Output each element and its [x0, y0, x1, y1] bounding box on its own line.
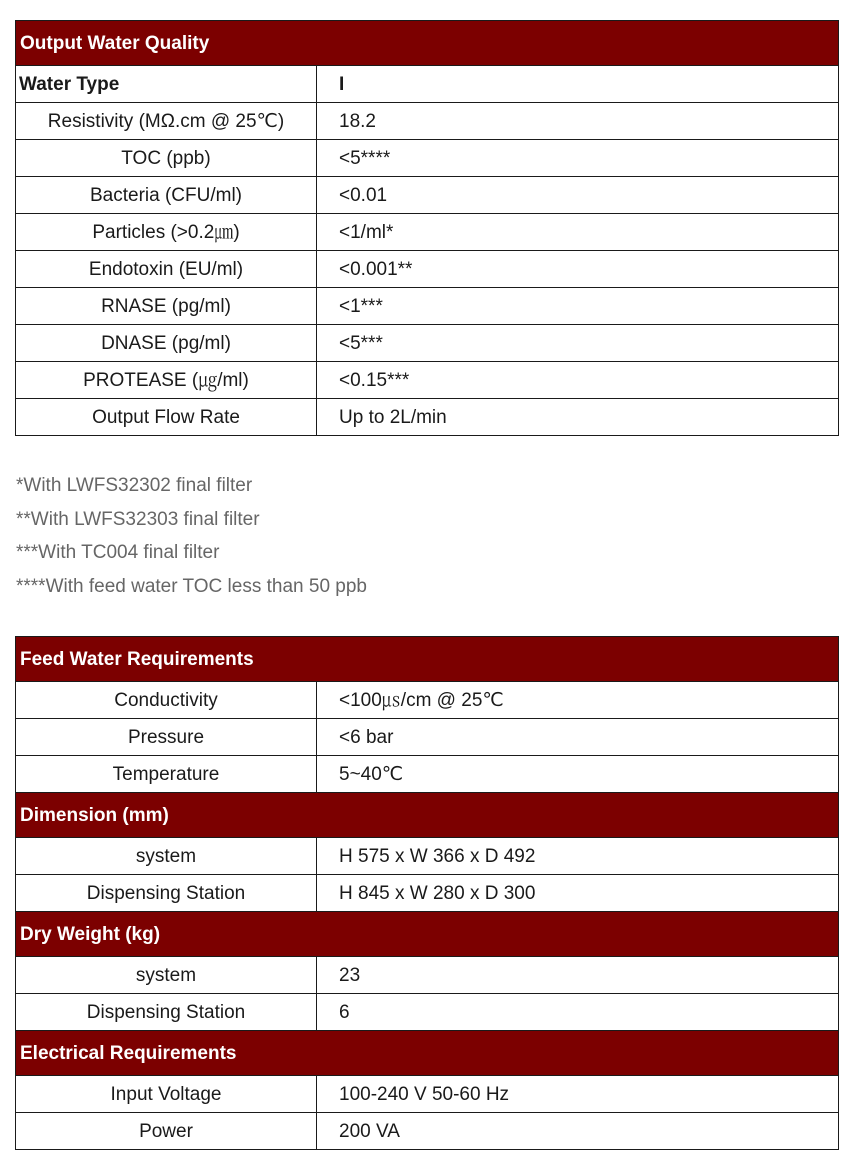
weight-system-label: system	[16, 957, 317, 994]
table-row	[16, 719, 839, 756]
endotoxin-value: <0.001**	[317, 251, 839, 288]
requirements-table	[15, 636, 839, 1150]
dimension-system-value: H 575 x W 366 x D 492	[317, 838, 839, 875]
footnote: ***With TC004 final filter	[16, 542, 220, 563]
protease-label: PROTEASE (㎍/ml)	[16, 362, 317, 399]
table-row	[16, 1113, 839, 1150]
section-title-dimension: Dimension (mm)	[16, 793, 839, 838]
table-row	[16, 288, 839, 325]
water-type-label: Water Type	[16, 66, 317, 103]
dimension-system-label: system	[16, 838, 317, 875]
table-row	[16, 875, 839, 912]
rnase-label: RNASE (pg/ml)	[16, 288, 317, 325]
voltage-label: Input Voltage	[16, 1076, 317, 1113]
power-label: Power	[16, 1113, 317, 1150]
weight-system-value: 23	[317, 957, 839, 994]
table-row	[16, 177, 839, 214]
resistivity-value: 18.2	[317, 103, 839, 140]
water-type-value: I	[317, 66, 839, 103]
particles-value: <1/ml*	[317, 214, 839, 251]
power-value: 200 VA	[317, 1113, 839, 1150]
section-title-electrical: Electrical Requirements	[16, 1031, 839, 1076]
table-row	[16, 682, 839, 719]
conductivity-value: <100㎲/cm @ 25℃	[317, 682, 839, 719]
section-title-dry-weight: Dry Weight (kg)	[16, 912, 839, 957]
weight-station-value: 6	[317, 994, 839, 1031]
weight-station-label: Dispensing Station	[16, 994, 317, 1031]
conductivity-label: Conductivity	[16, 682, 317, 719]
flow-rate-label: Output Flow Rate	[16, 399, 317, 436]
protease-value: <0.15***	[317, 362, 839, 399]
bacteria-label: Bacteria (CFU/ml)	[16, 177, 317, 214]
voltage-value: 100-240 V 50-60 Hz	[317, 1076, 839, 1113]
flow-rate-value: Up to 2L/min	[317, 399, 839, 436]
resistivity-label: Resistivity (MΩ.cm @ 25℃)	[16, 103, 317, 140]
dnase-value: <5***	[317, 325, 839, 362]
section-title-output-water-quality: Output Water Quality	[16, 21, 839, 66]
table-row	[16, 362, 839, 399]
dnase-label: DNASE (pg/ml)	[16, 325, 317, 362]
pressure-label: Pressure	[16, 719, 317, 756]
footnote: ****With feed water TOC less than 50 ppb	[16, 575, 367, 597]
table-row	[16, 756, 839, 793]
table-row	[16, 838, 839, 875]
temperature-label: Temperature	[16, 756, 317, 793]
table-row	[16, 957, 839, 994]
footnote: **With LWFS32303 final filter	[16, 508, 260, 530]
rnase-value: <1***	[317, 288, 839, 325]
toc-label: TOC (ppb)	[16, 140, 317, 177]
bacteria-value: <0.01	[317, 177, 839, 214]
table-row	[16, 399, 839, 436]
particles-label: Particles (>0.2㎛)	[16, 214, 317, 251]
dimension-station-label: Dispensing Station	[16, 875, 317, 912]
section-title-feed-water: Feed Water Requirements	[16, 637, 839, 682]
pressure-value: <6 bar	[317, 719, 839, 756]
table-row	[16, 251, 839, 288]
temperature-value: 5~40℃	[317, 756, 839, 793]
table-row	[16, 140, 839, 177]
table-row	[16, 214, 839, 251]
toc-value: <5****	[317, 140, 839, 177]
output-water-quality-table	[15, 20, 839, 436]
table-row	[16, 994, 839, 1031]
table-row	[16, 103, 839, 140]
footnotes	[16, 472, 367, 606]
footnote: *With LWFS32302 final filter	[16, 475, 253, 496]
table-row	[16, 325, 839, 362]
table-row	[16, 1076, 839, 1113]
endotoxin-label: Endotoxin (EU/ml)	[16, 251, 317, 288]
dimension-station-value: H 845 x W 280 x D 300	[317, 875, 839, 912]
